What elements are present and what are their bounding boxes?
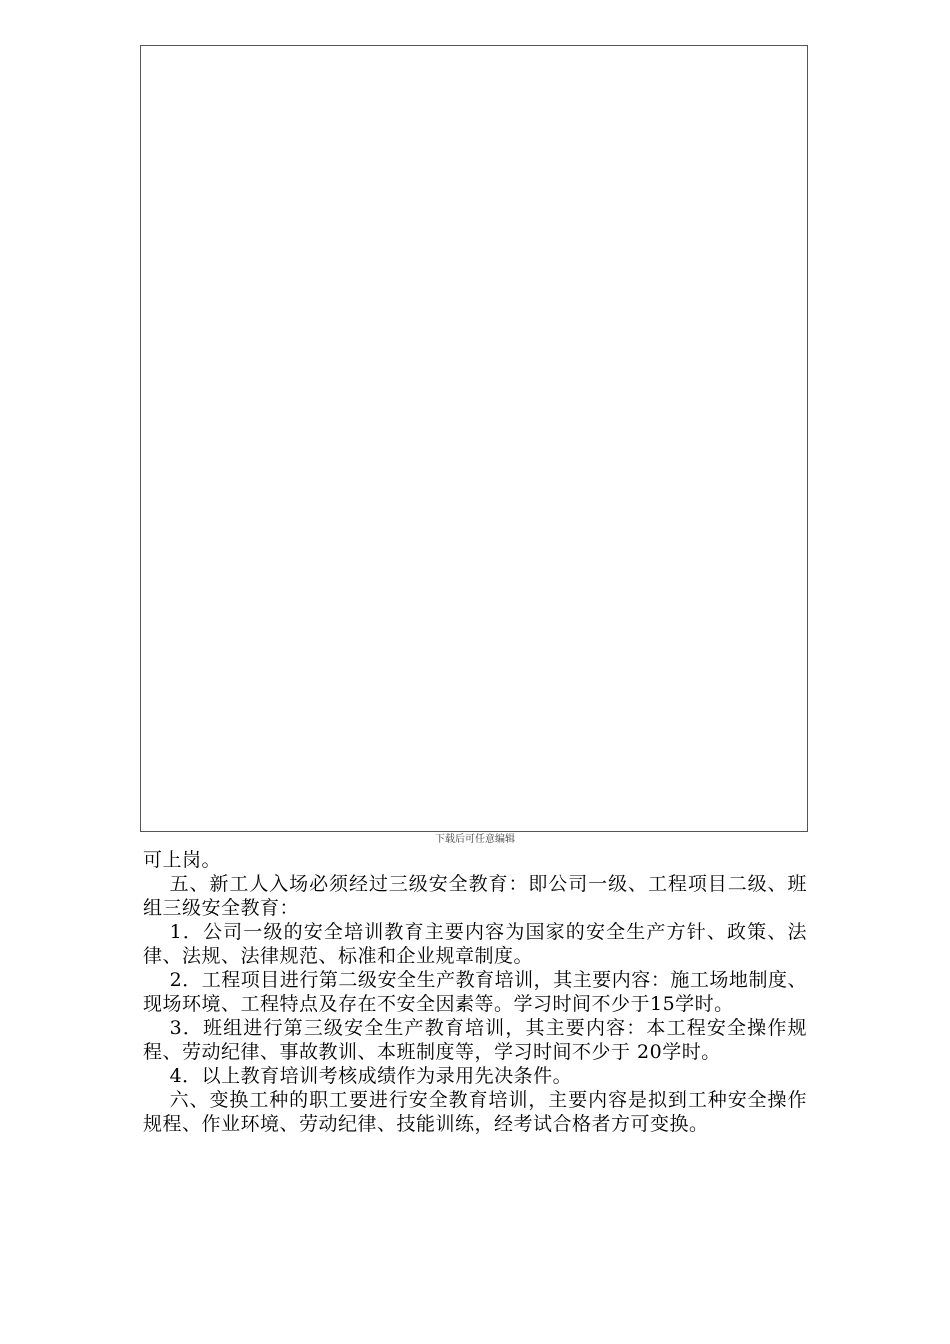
paragraph-item-2: 2．工程项目进行第二级安全生产教育培训，其主要内容：施工场地制度、现场环境、工程特点及存在不安全因素等。学习时间不少于15学时。 (143, 969, 807, 1015)
paragraph-item-3: 3．班组进行第三级安全生产教育培训，其主要内容：本工程安全操作规程、劳动纪律、事故教训、本班制度等，学习时间不少于 20学时。 (143, 1017, 807, 1063)
paragraph-continuation: 可上岗。 (143, 849, 222, 871)
page-footer-note: 下载后可任意编辑 (435, 834, 515, 845)
document-body (143, 848, 807, 1136)
paragraph-item-1: 1．公司一级的安全培训教育主要内容为国家的安全生产方针、政策、法律、法规、法律规范、标准和企业规章制度。 (143, 921, 807, 967)
paragraph-section-five: 五、新工人入场必须经过三级安全教育：即公司一级、工程项目二级、班组三级安全教育： (143, 873, 807, 919)
paragraph-item-4: 4．以上教育培训考核成绩作为录用先决条件。 (169, 1065, 573, 1087)
paragraph-section-six: 六、变换工种的职工要进行安全教育培训，主要内容是拟到工种安全操作规程、作业环境、劳动纪律、技能训练，经考试合格者方可变换。 (143, 1089, 807, 1135)
blank-content-frame (140, 45, 808, 832)
